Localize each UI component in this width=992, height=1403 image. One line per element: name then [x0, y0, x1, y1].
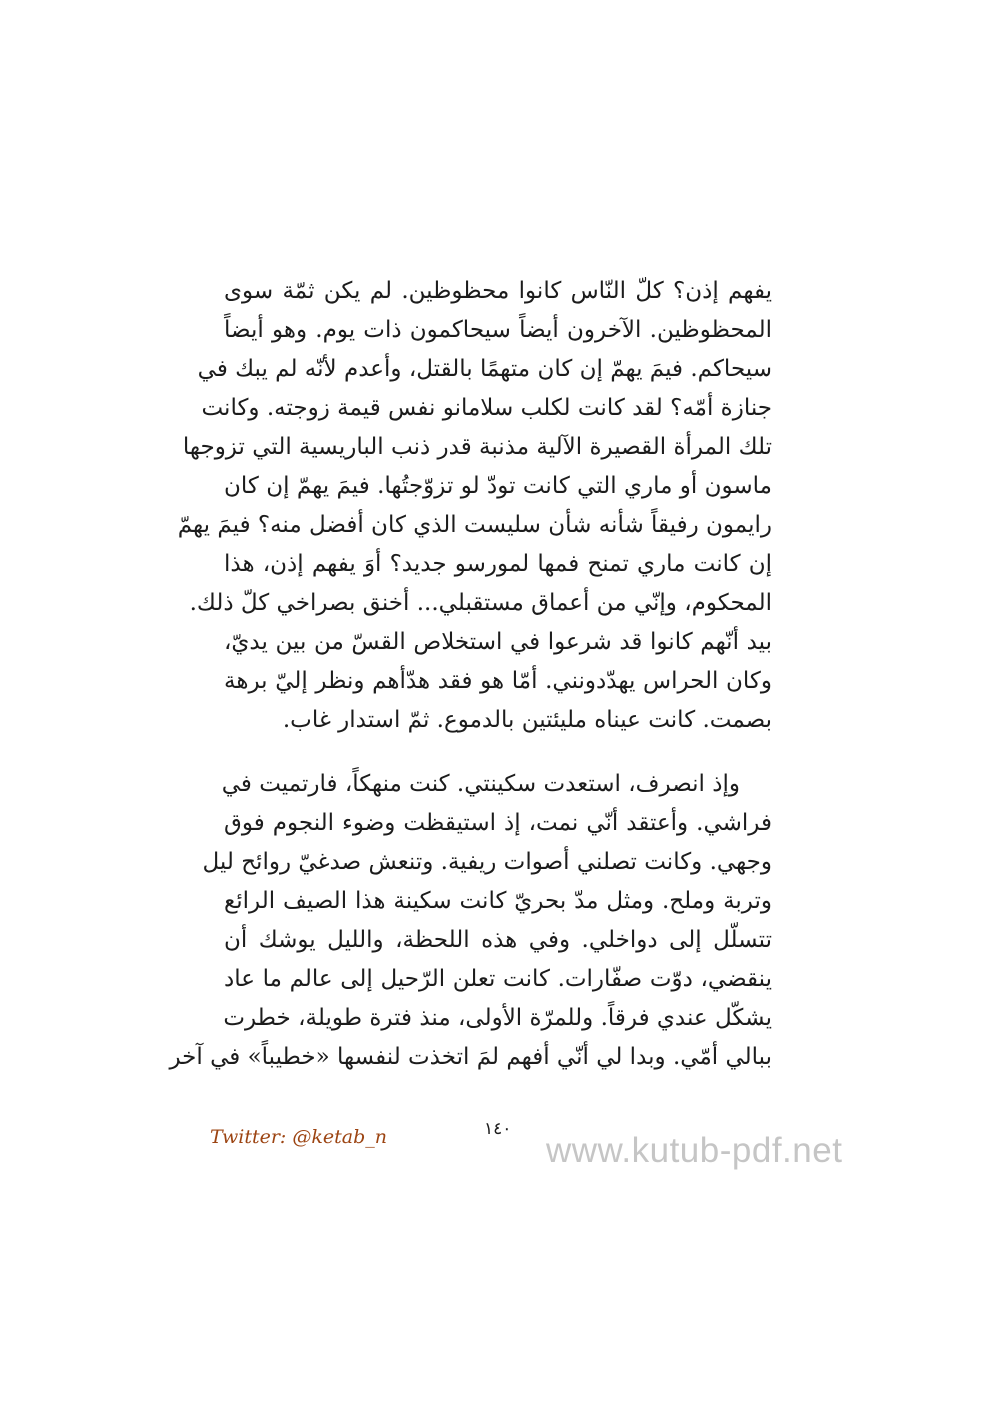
text-line: المحكوم، وإنّي من أعماق مستقبلي... أخنق بصراخي كلّ ذلك.	[189, 590, 772, 616]
text-line: تلك المرأة القصيرة الآلية مذنبة قدر ذنب الباريسية التي تزوجها	[182, 434, 772, 460]
text-line: المحظوظين. الآخرون أيضاً سيحاكمون ذات يوم. وهو أيضاً	[224, 317, 772, 343]
page-number: ١٤٠	[484, 1119, 512, 1139]
text-line: إن كانت ماري تمنح فمها لمورسو جديد؟ أوَ يفهم إذن، هذا	[224, 551, 772, 577]
text-line: يشكّل عندي فرقاً. وللمرّة الأولى، منذ فترة طويلة، خطرت	[223, 1005, 772, 1031]
text-line: وإذ انصرف، استعدت سكينتي. كنت منهكاً، فارتميت في	[221, 771, 740, 797]
text-line: وجهي. وكانت تصلني أصوات ريفية. وتنعش صدغيّ روائح ليل	[202, 849, 772, 875]
text-line: ينقضي، دوّت صفّارات. كانت تعلن الرّحيل إلى عالم ما عاد	[224, 966, 772, 992]
text-line: وكان الحراس يهدّدونني. أمّا هو فقد هدّأهم ونظر إليّ برهة	[224, 668, 772, 694]
text-line: رايمون رفيقاً شأنه شأن سليست الذي كان أفضل منه؟ فيمَ يهمّ	[177, 512, 772, 538]
text-line: فراشي. وأعتقد أنّي نمت، إذ استيقظت وضوء النجوم فوق	[224, 810, 772, 836]
text-line: بيد أنّهم كانوا قد شرعوا في استخلاص القسّ من بين يديّ،	[224, 629, 772, 655]
text-line: ماسون أو ماري التي كانت تودّ لو تزوّجتُها. فيمَ يهمّ إن كان	[224, 473, 772, 499]
watermark: www.kutub-pdf.net	[546, 1131, 843, 1170]
text-line: وتربة وملح. ومثل مدّ بحريّ كانت سكينة هذا الصيف الرائع	[224, 888, 772, 914]
paragraph	[177, 272, 772, 740]
text-line: تتسلّل إلى دواخلي. وفي هذه اللحظة، والليل يوشك أن	[224, 927, 772, 953]
body-text	[169, 272, 772, 1077]
text-line: ببالي أمّي. وبدا لي أنّي أفهم لمَ اتخذت لنفسها «خطيباً» في آخر	[169, 1044, 772, 1070]
text-line: سيحاكم. فيمَ يهمّ إن كان متهمًا بالقتل، وأعدم لأنّه لم يبك في	[197, 356, 772, 382]
text-line: يفهم إذن؟ كلّ النّاس كانوا محظوظين. لم يكن ثمّة سوى	[224, 278, 772, 304]
text-line: بصمت. كانت عيناه مليئتين بالدموع. ثمّ استدار غاب.	[282, 707, 772, 733]
text-line: جنازة أمّه؟ لقد كانت لكلب سلامانو نفس قيمة زوجته. وكانت	[201, 395, 772, 421]
twitter-handle: Twitter: @ketab_n	[210, 1126, 387, 1148]
paragraph	[169, 765, 772, 1077]
